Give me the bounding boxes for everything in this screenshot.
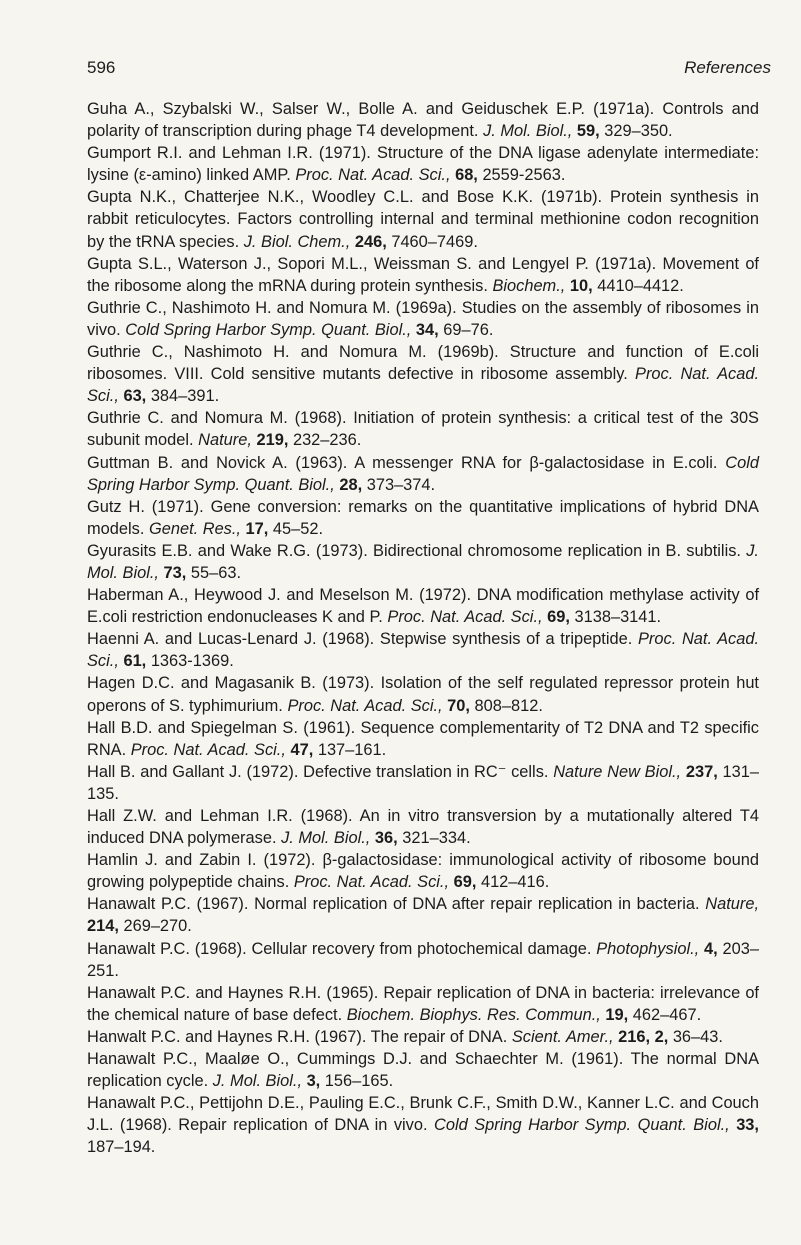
reference-text: Guthrie C., Nashimoto H. and Nomura M. (1969a). Studies on the assembly of ribosomes in vivo. bbox=[87, 298, 759, 339]
page-header bbox=[87, 58, 771, 82]
reference-volume: 33, bbox=[736, 1116, 759, 1135]
reference-pages: 384–391. bbox=[150, 387, 220, 406]
reference-pages: 3138–3141. bbox=[574, 608, 662, 627]
reference-pages: 329–350. bbox=[604, 122, 673, 141]
reference-entry bbox=[87, 1092, 759, 1158]
reference-entry bbox=[87, 938, 759, 982]
reference-journal: J. Mol. Biol., bbox=[87, 541, 759, 582]
reference-journal: Nature New Biol., bbox=[553, 762, 682, 781]
reference-journal: Biochem. Biophys. Res. Commun., bbox=[346, 1005, 601, 1024]
reference-journal: Nature, bbox=[705, 895, 759, 914]
reference-journal: Biochem., bbox=[492, 276, 566, 295]
reference-text: Guha A., Szybalski W., Salser W., Bolle A. and Geiduschek E.P. (1971a). Controls and polarity of transcription during phage T4 development. bbox=[87, 100, 759, 141]
reference-text: Gyurasits E.B. and Wake R.G. (1973). Bidirectional chromosome replication in B. subtilis. bbox=[87, 541, 741, 560]
reference-volume: 36, bbox=[374, 829, 398, 848]
reference-list bbox=[87, 98, 759, 1159]
reference-journal: J. Mol. Biol., bbox=[281, 829, 371, 848]
reference-journal: Scient. Amer., bbox=[511, 1027, 614, 1046]
reference-journal: Proc. Nat. Acad. Sci., bbox=[287, 696, 443, 715]
reference-text: Hanawalt P.C., Pettijohn D.E., Pauling E.C., Brunk C.F., Smith D.W., Kanner L.C. and Couch J.L. (1968). Repair replication of DNA in vivo. bbox=[87, 1094, 759, 1135]
reference-pages: 462–467. bbox=[632, 1005, 702, 1024]
reference-entry bbox=[87, 253, 759, 297]
reference-volume: 4, bbox=[704, 939, 718, 958]
reference-entry bbox=[87, 761, 759, 805]
reference-text: Hagen D.C. and Magasanik B. (1973). Isolation of the self regulated repressor protein hut operons of S. typhimurium. bbox=[87, 674, 759, 715]
reference-text: Gutz H. (1971). Gene conversion: remarks on the quantitative implications of hybrid DNA models. bbox=[87, 497, 759, 538]
reference-text: Hanawalt P.C., Maaløe O., Cummings D.J. and Schaechter M. (1961). The normal DNA replication cycle. bbox=[87, 1050, 759, 1091]
reference-text: Hall Z.W. and Lehman I.R. (1968). An in vitro transversion by a mutationally altered T4 induced DNA polymerase. bbox=[87, 807, 759, 848]
reference-entry bbox=[87, 341, 759, 407]
reference-entry bbox=[87, 628, 759, 672]
reference-pages: 373–374. bbox=[366, 475, 436, 494]
reference-volume: 34, bbox=[415, 320, 439, 339]
reference-pages: 232–236. bbox=[292, 431, 362, 450]
reference-journal: Proc. Nat. Acad. Sci., bbox=[130, 740, 286, 759]
reference-journal: Proc. Nat. Acad. Sci., bbox=[387, 608, 543, 627]
reference-volume: 216, 2, bbox=[618, 1027, 669, 1046]
reference-text: Hanawalt P.C. and Haynes R.H. (1965). Repair replication of DNA in bacteria: irrelevance of the chemical nature of base defect. bbox=[87, 983, 759, 1024]
reference-pages: 156–165. bbox=[324, 1072, 394, 1091]
reference-volume: 17, bbox=[245, 519, 269, 538]
reference-journal: J. Mol. Biol., bbox=[483, 122, 573, 141]
reference-journal: Genet. Res., bbox=[148, 519, 241, 538]
reference-journal: J. Mol. Biol., bbox=[212, 1072, 302, 1091]
reference-entry bbox=[87, 407, 759, 451]
reference-text: Gupta N.K., Chatterjee N.K., Woodley C.L. and Bose K.K. (1971b). Protein synthesis in rabbit reticulocytes. Factors controlling internal and terminal methionine codon recognition by the tRNA species. bbox=[87, 188, 759, 251]
reference-pages: 808–812. bbox=[474, 696, 543, 715]
reference-entry bbox=[87, 452, 759, 496]
reference-entry bbox=[87, 982, 759, 1026]
reference-journal: Photophysiol., bbox=[596, 939, 700, 958]
reference-text: Gumport R.I. and Lehman I.R. (1971). Structure of the DNA ligase adenylate intermediate: lysine (ε-amino) linked AMP. bbox=[87, 144, 759, 185]
reference-text: Hanwalt P.C. and Haynes R.H. (1967). The repair of DNA. bbox=[87, 1027, 508, 1046]
reference-text: Guttman B. and Novick A. (1963). A messenger RNA for β-galactosidase in E.coli. bbox=[87, 453, 718, 472]
reference-journal: Cold Spring Harbor Symp. Quant. Biol., bbox=[87, 453, 759, 494]
reference-pages: 45–52. bbox=[272, 519, 324, 538]
reference-volume: 3, bbox=[306, 1072, 321, 1091]
reference-volume: 70, bbox=[447, 696, 470, 715]
reference-journal: Proc. Nat. Acad. Sci., bbox=[295, 166, 451, 185]
reference-entry bbox=[87, 1048, 759, 1092]
reference-volume: 28, bbox=[339, 475, 363, 494]
reference-pages: 137–161. bbox=[317, 740, 387, 759]
reference-volume: 59, bbox=[576, 122, 600, 141]
reference-pages: 412–416. bbox=[480, 873, 550, 892]
reference-journal: J. Biol. Chem., bbox=[243, 232, 351, 251]
reference-volume: 214, bbox=[87, 917, 119, 936]
reference-entry bbox=[87, 297, 759, 341]
reference-text: Guthrie C., Nashimoto H. and Nomura M. (1969b). Structure and function of E.coli ribosomes. VIII. Cold sensitive mutants defective in ribosome assembly. bbox=[87, 343, 759, 384]
reference-journal: Proc. Nat. Acad. Sci., bbox=[293, 873, 450, 892]
reference-entry bbox=[87, 893, 759, 937]
reference-volume: 246, bbox=[354, 232, 387, 251]
reference-text: Hanawalt P.C. (1968). Cellular recovery from photochemical damage. bbox=[87, 939, 592, 958]
reference-volume: 10, bbox=[569, 276, 593, 295]
reference-volume: 61, bbox=[123, 652, 147, 671]
reference-text: Hamlin J. and Zabin I. (1972). β-galactosidase: immunological activity of ribosome bound growing polypeptide chains. bbox=[87, 851, 759, 892]
reference-entry bbox=[87, 717, 759, 761]
reference-pages: 4410–4412. bbox=[597, 276, 684, 295]
reference-pages: 131–135. bbox=[87, 762, 759, 803]
reference-entry bbox=[87, 672, 759, 716]
reference-journal: Proc. Nat. Acad. Sci., bbox=[87, 630, 760, 671]
reference-pages: 203–251. bbox=[87, 939, 759, 980]
reference-text: Hall B. and Gallant J. (1972). Defective translation in RC⁻ cells. bbox=[87, 762, 549, 781]
reference-volume: 237, bbox=[685, 762, 718, 781]
reference-journal: Cold Spring Harbor Symp. Quant. Biol., bbox=[125, 320, 412, 339]
reference-pages: 1363-1369. bbox=[150, 652, 234, 671]
reference-pages: 7460–7469. bbox=[391, 232, 478, 251]
reference-volume: 19, bbox=[605, 1005, 629, 1024]
reference-pages: 321–334. bbox=[402, 829, 471, 848]
reference-journal: Proc. Nat. Acad. Sci., bbox=[87, 365, 760, 406]
reference-volume: 219, bbox=[256, 431, 289, 450]
reference-volume: 47, bbox=[290, 740, 314, 759]
reference-text: Hanawalt P.C. (1967). Normal replication of DNA after repair replication in bacteria. bbox=[87, 895, 700, 914]
reference-volume: 63, bbox=[123, 387, 147, 406]
reference-pages: 187–194. bbox=[87, 1138, 156, 1157]
reference-text: Haberman A., Heywood J. and Meselson M. (1972). DNA modification methylase activity of E.coli restriction endonucleases K and P. bbox=[87, 586, 759, 627]
reference-entry bbox=[87, 1026, 759, 1048]
reference-volume: 69, bbox=[453, 873, 477, 892]
reference-entry bbox=[87, 849, 759, 893]
reference-text: Guthrie C. and Nomura M. (1968). Initiation of protein synthesis: a critical test of the 30S subunit model. bbox=[87, 409, 759, 450]
reference-journal: Nature, bbox=[198, 431, 252, 450]
reference-entry bbox=[87, 98, 759, 142]
reference-text: Hall B.D. and Spiegelman S. (1961). Sequence complementarity of T2 DNA and T2 specific RNA. bbox=[87, 718, 759, 759]
reference-entry bbox=[87, 142, 759, 186]
reference-volume: 73, bbox=[163, 563, 187, 582]
reference-volume: 68, bbox=[455, 166, 478, 185]
page-number: 596 bbox=[87, 58, 116, 77]
reference-entry bbox=[87, 496, 759, 540]
reference-entry bbox=[87, 540, 759, 584]
reference-entry bbox=[87, 584, 759, 628]
reference-volume: 69, bbox=[547, 608, 570, 627]
reference-pages: 36–43. bbox=[672, 1027, 723, 1046]
running-head: References bbox=[684, 58, 771, 77]
reference-pages: 55–63. bbox=[190, 563, 242, 582]
reference-entry bbox=[87, 186, 759, 252]
reference-text: Gupta S.L., Waterson J., Sopori M.L., Weissman S. and Lengyel P. (1971a). Movement of the ribosome along the mRNA during protein synthesis. bbox=[87, 254, 759, 295]
reference-pages: 269–270. bbox=[123, 917, 192, 936]
reference-text: Haenni A. and Lucas-Lenard J. (1968). Stepwise synthesis of a tripeptide. bbox=[87, 630, 633, 649]
reference-entry bbox=[87, 805, 759, 849]
reference-pages: 2559-2563. bbox=[482, 166, 566, 185]
reference-pages: 69–76. bbox=[443, 320, 494, 339]
reference-journal: Cold Spring Harbor Symp. Quant. Biol., bbox=[434, 1116, 730, 1135]
